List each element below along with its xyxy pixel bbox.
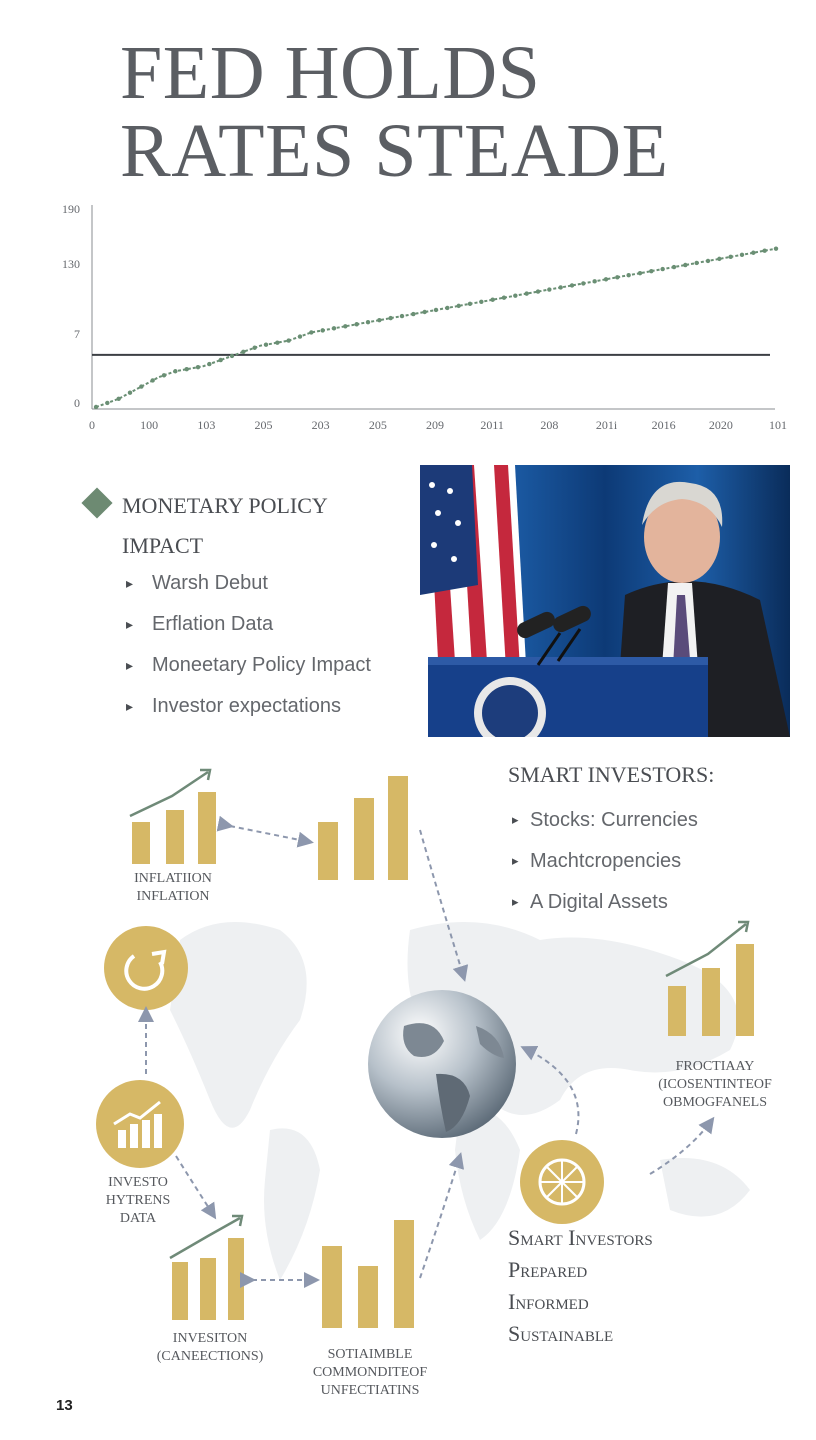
chart-point [672, 265, 676, 269]
chart-point [513, 293, 517, 297]
chart-x-tick-label: 2016 [651, 418, 676, 432]
chart-point [105, 401, 109, 405]
chart-point [615, 275, 619, 279]
diamond-bullet-icon [81, 487, 112, 518]
chart-x-tick-label: 101 [769, 418, 787, 432]
chart-point [638, 271, 642, 275]
chart-point [490, 298, 494, 302]
policy-item: ▸ Moneetary Policy Impact [126, 648, 371, 689]
chart-point [162, 373, 166, 377]
chart-point [649, 269, 653, 273]
summary-line: Informed [508, 1289, 589, 1314]
sotaimble-label: SOTIAIMBLE COMMONDITEOF UNFECTIATINS [312, 1347, 428, 1398]
chart-point [298, 334, 302, 338]
chart-point [570, 283, 574, 287]
chart-point [445, 306, 449, 310]
chart-point [241, 350, 245, 354]
chart-x-tick-label: 209 [426, 418, 444, 432]
chart-point [139, 384, 143, 388]
summary-line: Prepared [508, 1257, 588, 1282]
chart-point [547, 287, 551, 291]
chart-point [128, 390, 132, 394]
chart-point [354, 322, 358, 326]
policy-heading: MONETARY POLICY IMPACT [122, 493, 328, 558]
speaker-photo [420, 465, 790, 737]
chart-point [196, 365, 200, 369]
chart-point [762, 249, 766, 253]
chart-x-tick-label: 103 [197, 418, 216, 432]
chart-point [400, 314, 404, 318]
chart-point [751, 251, 755, 255]
chart-point [479, 300, 483, 304]
chart-point [592, 279, 596, 283]
summary-line: Smart Investors [508, 1225, 653, 1250]
chart-point [309, 330, 313, 334]
chart-point [660, 267, 664, 271]
chart-point [388, 316, 392, 320]
policy-item: ▸ Investor expectations [126, 689, 371, 730]
page-number: 13 [56, 1397, 73, 1414]
speaker-illustration [420, 465, 790, 737]
summary-line: Sustainable [508, 1321, 614, 1346]
chart-point [366, 320, 370, 324]
chart-point [422, 310, 426, 314]
chart-point [502, 295, 506, 299]
chart-point [728, 255, 732, 259]
chart-y-tick-label: 190 [62, 202, 80, 216]
title-line-2: RATES STEADE [120, 109, 669, 193]
chart-x-tick-label: 203 [311, 418, 330, 432]
chart-point [694, 261, 698, 265]
chart-point [218, 358, 222, 362]
chart-x-tick-label: 0 [89, 418, 95, 432]
chart-point [207, 362, 211, 366]
chart-point [286, 338, 290, 342]
chart-point [411, 312, 415, 316]
chart-point [343, 324, 347, 328]
chart-x-tick-label: 100 [140, 418, 159, 432]
chart-point [116, 397, 120, 401]
smart-item: ▸ Stocks: Currencies [512, 804, 698, 845]
page-title [120, 31, 800, 193]
chart-x-tick-label: 205 [254, 418, 273, 432]
chart-point [320, 328, 324, 332]
chart-point [581, 281, 585, 285]
policy-item: ▸ Warsh Debut [126, 566, 371, 607]
chart-x-tick-label: 205 [368, 418, 387, 432]
chart-point [275, 340, 279, 344]
chart-point [558, 285, 562, 289]
chart-point [377, 318, 381, 322]
chart-point [536, 289, 540, 293]
chart-point [604, 277, 608, 281]
chart-point [524, 291, 528, 295]
chart-point [332, 326, 336, 330]
chart-y-tick-label: 130 [62, 257, 80, 271]
chart-point [150, 378, 154, 382]
chart-point [456, 304, 460, 308]
smart-item: ▸ Machtcropencies [512, 845, 698, 886]
chart-y-tick-label: 7 [74, 327, 80, 341]
chart-point [184, 367, 188, 371]
chart-x-tick-label: 201i [595, 418, 618, 432]
chart-point [252, 346, 256, 350]
rate-line-chart [50, 195, 800, 440]
chart-x-tick-label: 2020 [708, 418, 733, 432]
chart-x-tick-label: 208 [540, 418, 559, 432]
chart-point [706, 259, 710, 263]
smart-item: ▸ A Digital Assets [512, 886, 698, 927]
chart-point [626, 273, 630, 277]
chart-series-line [96, 249, 776, 407]
chart-x-tick-label: 2011 [480, 418, 504, 432]
investon-label: INVESITON (CANEECTIONS) [156, 1331, 264, 1364]
chart-point [717, 257, 721, 261]
frocthay-label: FROCTIAAY (ICOSENTINTEOF OBMOGFANELS [658, 1059, 772, 1110]
flow-arrows [80, 800, 800, 1320]
chart-point [264, 342, 268, 346]
policy-item: ▸ Erflation Data [126, 607, 371, 648]
podium-icon [428, 657, 708, 737]
policy-list [126, 566, 371, 730]
investo-label: INVESTO HYTRENS DATA [105, 1175, 171, 1226]
chart-y-tick-label: 0 [74, 396, 80, 410]
chart-point [94, 405, 98, 409]
chart-point [774, 246, 778, 250]
chart-point [434, 308, 438, 312]
title-line-1: FED HOLDS [120, 31, 541, 115]
smart-investors-heading: SMART INVESTORS: [508, 762, 715, 787]
chart-point [468, 302, 472, 306]
chart-point [740, 253, 744, 257]
summary-block [508, 1222, 653, 1350]
chart-point [173, 369, 177, 373]
chart-point [683, 263, 687, 267]
inflation-label: INFLATIION INFLATION [134, 871, 212, 904]
chart-point [230, 354, 234, 358]
